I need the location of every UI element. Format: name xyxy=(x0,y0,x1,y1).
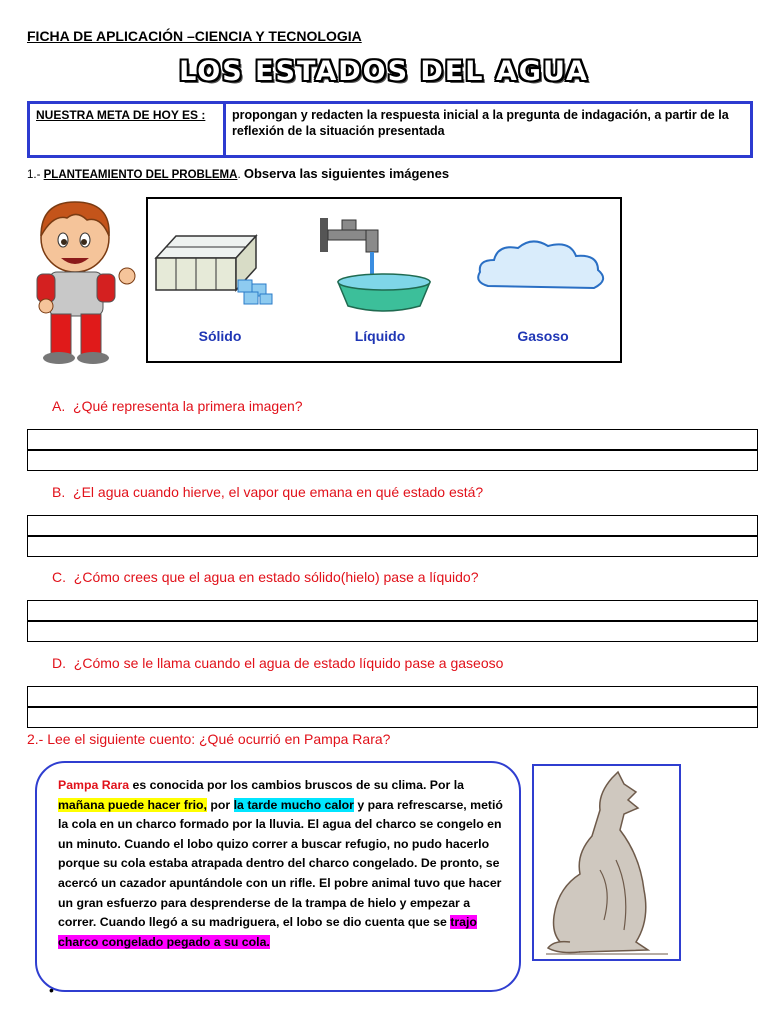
question-text: ¿Qué representa la primera imagen? xyxy=(73,398,303,414)
question-letter: D. xyxy=(52,655,66,671)
faucet-bowl-illustration xyxy=(316,212,446,322)
question-text: ¿Cómo se le llama cuando el agua de estado líquido pase a gaseoso xyxy=(73,655,504,671)
goal-box xyxy=(27,101,753,158)
story-highlight-ending: trajo charco congelado pegado a su cola. xyxy=(58,915,477,949)
bullet: • xyxy=(49,982,54,998)
question-text: ¿El agua cuando hierve, el vapor que emana en qué estado está? xyxy=(73,484,484,500)
answer-line[interactable] xyxy=(27,536,758,557)
section1-separator: . xyxy=(237,169,241,181)
story-segment: es conocida por los cambios bruscos de su clima. Por la xyxy=(129,778,464,792)
state-label-gas: Gasoso xyxy=(517,328,569,344)
answer-line[interactable] xyxy=(27,429,758,450)
question-b xyxy=(52,484,483,500)
answer-line[interactable] xyxy=(27,621,758,642)
section1-heading xyxy=(27,166,449,181)
boy-illustration xyxy=(27,196,139,366)
page-title: LOS ESTADOS DEL AGUA xyxy=(179,56,589,87)
ice-tray-illustration xyxy=(152,228,282,308)
story-highlight-morning: mañana puede hacer frio, xyxy=(58,797,207,812)
answer-line[interactable] xyxy=(27,600,758,621)
story-place-name: Pampa Rara xyxy=(58,778,130,792)
question-d xyxy=(52,655,503,671)
question-c xyxy=(52,569,478,585)
goal-text: propongan y redacten la respuesta inicial a la pregunta de indagación, a partir de la reflexión de la situación presentada xyxy=(232,108,729,138)
story-segment: por xyxy=(206,797,234,812)
answer-line[interactable] xyxy=(27,515,758,536)
section1-number: 1.- xyxy=(27,169,41,181)
question-text: ¿Cómo crees que el agua en estado sólido(hielo) pase a líquido? xyxy=(73,569,479,585)
question-letter: C. xyxy=(52,569,66,585)
answer-line[interactable] xyxy=(27,707,758,728)
story-highlight-afternoon: la tarde mucho calor xyxy=(233,797,354,812)
answer-line[interactable] xyxy=(27,686,758,707)
state-label-liquid: Líquido xyxy=(354,328,406,344)
story-segment: y para refrescarse, metió la cola en un charco formado por la lluvia. El agua del charco se congelo en un minuto. Cuando el lobo quizo correr a buscar refugio, no pudo hacerlo porque su cola estaba atrapada dentro del charco congelado. De pronto, se acercó un cazador apuntándole con un rifle. El pobre animal tuvo que hacer un gran esfuerzo para desprenderse de la trampa de hielo y empezar a correr. Cuando llegó a su madriguera, el lobo se dio cuenta que se xyxy=(58,797,503,930)
goal-label: NUESTRA META DE HOY ES : xyxy=(30,104,226,155)
section1-instruction: Observa las siguientes imágenes xyxy=(243,166,450,181)
section2-heading: 2.- Lee el siguiente cuento: ¿Qué ocurrió en Pampa Rara? xyxy=(27,731,391,747)
question-letter: A. xyxy=(52,398,66,414)
story-text xyxy=(58,776,504,952)
section1-title: PLANTEAMIENTO DEL PROBLEMA xyxy=(43,169,238,181)
question-letter: B. xyxy=(52,484,66,500)
cloud-illustration xyxy=(474,236,614,300)
worksheet-subtitle: FICHA DE APLICACIÓN –CIENCIA Y TECNOLOGIA xyxy=(27,28,362,44)
wolf-illustration xyxy=(540,770,674,958)
question-a xyxy=(52,398,303,414)
answer-line[interactable] xyxy=(27,450,758,471)
state-label-solid: Sólido xyxy=(198,328,242,344)
